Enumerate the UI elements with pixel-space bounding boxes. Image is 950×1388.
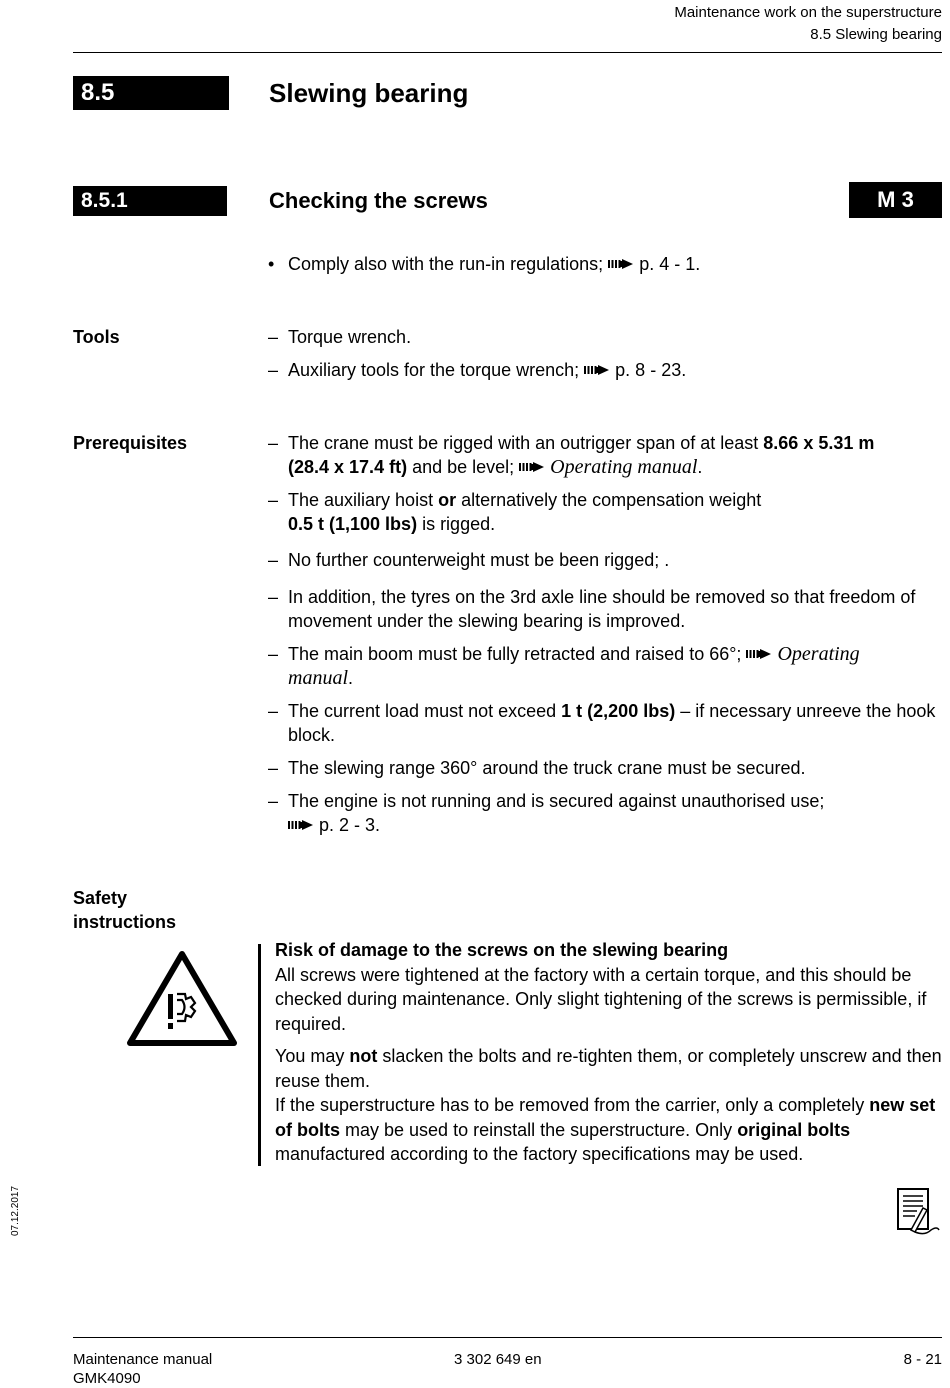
tools-item-text: Auxiliary tools for the torque wrench; [288, 360, 580, 380]
subsection-title: Checking the screws [269, 188, 488, 213]
prerequisite-item: – The main boom must be fully retracted and raised to 66°; Operating manual. [268, 643, 860, 689]
safety-label [73, 886, 176, 934]
operating-manual-ref[interactable]: Operating [777, 643, 860, 665]
prereq-text: – if necessary unreeve the hook block. [288, 701, 936, 745]
maintenance-interval-badge: M 3 [849, 182, 942, 218]
compensation-weight-value: 0.5 t (1,100 lbs) [288, 514, 418, 534]
bullet-mark: • [268, 254, 275, 274]
footer-left [73, 1350, 212, 1388]
header-rule [73, 52, 942, 53]
safety-paragraph: All screws were tightened at the factory with a certain torque, and this should be checked during maintenance. Only slight tightening of the screws is permissible, if required. [275, 964, 927, 1034]
prereq-text: The crane must be rigged with an outrigger span of at least [288, 433, 764, 453]
prereq-text: In addition, the tyres on the 3rd axle line should be removed so that freedom of movement under the slewing bearing is improved. [288, 587, 916, 631]
dash-mark: – [268, 644, 279, 664]
prerequisite-item [268, 488, 942, 536]
prereq-text: The main boom must be fully retracted and raised to 66°; [288, 644, 742, 664]
reference-arrow-icon [519, 460, 545, 474]
prereq-text: The engine is not running and is secured against unauthorised use; [288, 791, 825, 811]
prerequisite-item [268, 756, 942, 780]
safety-label-line: Safety [73, 888, 128, 908]
prereq-text: The current load must not exceed [288, 701, 562, 721]
dash-mark: – [268, 550, 279, 570]
prereq-page-ref[interactable]: p. 2 - 3. [319, 815, 381, 835]
prereq-text: alternatively the compensation weight [456, 490, 762, 510]
running-head-section: 8.5 Slewing bearing [810, 26, 942, 43]
reference-arrow-icon [608, 257, 634, 271]
prerequisite-item [268, 548, 942, 572]
tools-item [268, 358, 942, 382]
intro-bullet-item [268, 252, 942, 276]
prereq-text: No further counterweight must be been rigged; . [288, 550, 670, 570]
safety-emphasis: not [349, 1046, 378, 1066]
safety-text: You may [275, 1046, 350, 1066]
manual-document-icon [895, 1186, 941, 1236]
safety-instruction-bar [258, 944, 261, 1166]
dash-mark: – [268, 587, 279, 607]
prereq-text: and be level; [407, 457, 515, 477]
safety-text: If the superstructure has to be removed from the carrier, only a completely [275, 1095, 870, 1115]
reference-arrow-icon [584, 363, 610, 377]
dash-mark: – [268, 360, 279, 380]
safety-emphasis: new set of bolts [275, 1095, 936, 1140]
intro-page-ref[interactable]: p. 4 - 1. [639, 254, 701, 274]
operating-manual-ref[interactable]: manual [288, 667, 348, 689]
tools-item-text: Torque wrench. [288, 327, 412, 347]
safety-heading: Risk of damage to the screws on the slewing bearing [275, 940, 729, 960]
dash-mark: – [268, 758, 279, 778]
reference-arrow-icon [288, 818, 314, 832]
safety-instruction-text [275, 938, 945, 1167]
footer-rule [73, 1337, 942, 1338]
footer-doc-number: 3 302 649 en [454, 1351, 542, 1368]
dash-mark: – [268, 433, 279, 453]
prerequisite-item: – The crane must be rigged with an outrigger span of at least 8.66 x 5.31 m (28.4 x 17.4 ft) and be level; Operating manual. [268, 433, 875, 478]
section-title: Slewing bearing [269, 78, 469, 108]
running-head [674, 2, 942, 46]
prerequisite-item [268, 789, 942, 837]
prereq-emphasis: or [438, 490, 457, 510]
prerequisites-label: Prerequisites [73, 433, 188, 453]
footer-manual-title: Maintenance manual [73, 1351, 213, 1368]
prereq-text: is rigged. [417, 514, 496, 534]
safety-paragraph [275, 1044, 945, 1093]
max-load-value: 1 t (2,200 lbs) [561, 701, 676, 721]
operating-manual-ref[interactable]: Operating manual [550, 456, 698, 478]
dash-mark: – [268, 327, 279, 347]
outrigger-span-imperial: (28.4 x 17.4 ft) [288, 457, 408, 477]
dash-mark: – [268, 701, 279, 721]
tools-label: Tools [73, 327, 120, 347]
subsection-number: 8.5.1 [73, 186, 227, 216]
prerequisite-item [268, 699, 942, 747]
footer-page-number: 8 - 21 [903, 1351, 942, 1368]
safety-text: may be used to reinstall the superstructure. Only [340, 1119, 738, 1140]
safety-text: manufactured according to the factory specifications may be used. [275, 1144, 804, 1164]
tools-page-ref[interactable]: p. 8 - 23. [615, 360, 687, 380]
tools-item [268, 325, 942, 349]
dash-mark: – [268, 791, 279, 811]
footer-model: GMK4090 [73, 1370, 141, 1387]
safety-text: slacken the bolts and re-tighten them, or completely unscrew and then reuse them. [275, 1046, 942, 1091]
document-date: 07.12.2017 [10, 1185, 21, 1237]
prerequisite-item [268, 585, 942, 633]
safety-paragraph [275, 1093, 945, 1167]
safety-label-line: instructions [73, 912, 177, 932]
running-head-chapter: Maintenance work on the superstructure [674, 4, 942, 21]
outrigger-span-metric: 8.66 x 5.31 m [763, 433, 875, 453]
safety-emphasis: original bolts [737, 1119, 851, 1140]
dash-mark: – [268, 490, 279, 510]
prereq-text: The slewing range 360° around the truck crane must be secured. [288, 758, 806, 778]
intro-text: Comply also with the run-in regulations; [288, 254, 604, 274]
reference-arrow-icon [746, 647, 772, 661]
section-number: 8.5 [73, 76, 229, 110]
prereq-text: The auxiliary hoist [288, 490, 439, 510]
warning-triangle-icon [125, 948, 239, 1048]
